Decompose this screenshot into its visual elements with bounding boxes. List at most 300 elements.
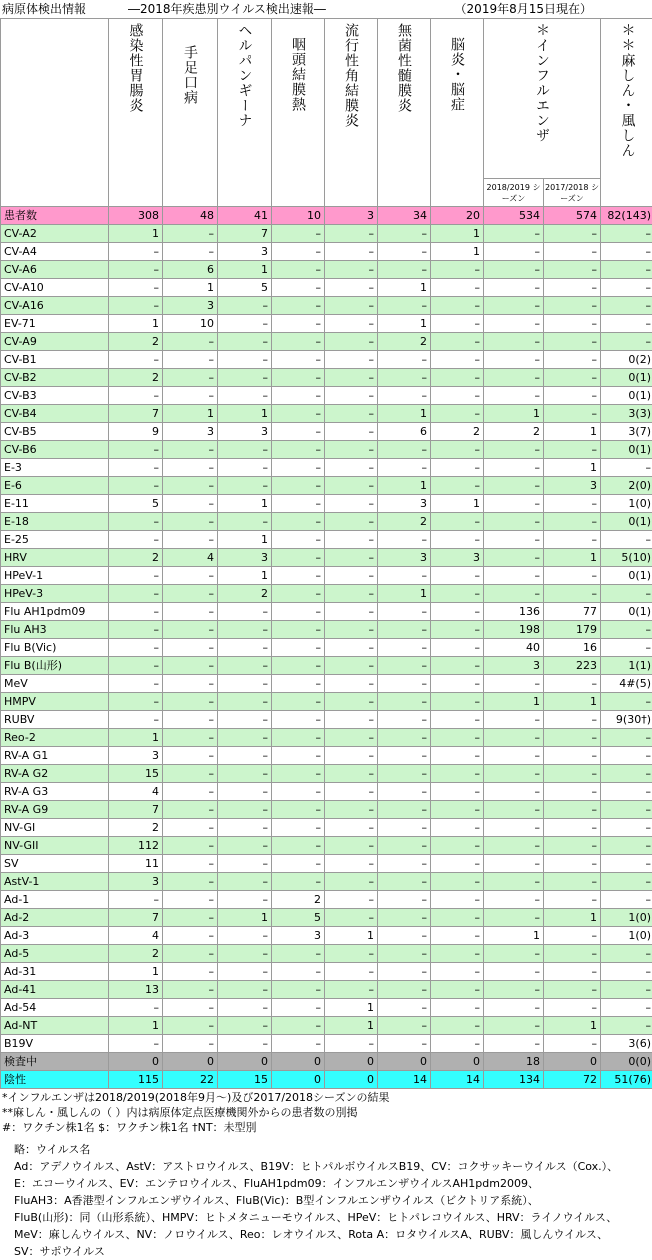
value-cell: 1: [378, 405, 431, 423]
value-cell: –: [378, 927, 431, 945]
row-label: 検査中: [1, 1053, 109, 1071]
table-row: [1, 459, 652, 477]
row-label: Flu AH1pdm09: [1, 603, 109, 621]
value-cell: –: [484, 765, 544, 783]
value-cell: 6: [378, 423, 431, 441]
value-cell: –: [601, 963, 652, 981]
value-cell: –: [378, 603, 431, 621]
value-cell: –: [272, 747, 325, 765]
value-cell: 3: [378, 549, 431, 567]
col-header-encephalitis: 脳炎・脳症: [431, 19, 484, 207]
table-row: [1, 801, 652, 819]
value-cell: –: [109, 999, 163, 1017]
value-cell: –: [484, 891, 544, 909]
value-cell: –: [163, 855, 218, 873]
value-cell: 4: [109, 927, 163, 945]
value-cell: –: [325, 675, 378, 693]
value-cell: –: [484, 855, 544, 873]
table-row: [1, 693, 652, 711]
value-cell: 1: [544, 693, 601, 711]
value-cell: –: [218, 801, 272, 819]
value-cell: 41: [218, 207, 272, 225]
value-cell: –: [378, 873, 431, 891]
value-cell: –: [544, 873, 601, 891]
value-cell: –: [484, 819, 544, 837]
value-cell: –: [163, 495, 218, 513]
value-cell: –: [544, 567, 601, 585]
value-cell: –: [431, 873, 484, 891]
row-label: RV-A G3: [1, 783, 109, 801]
value-cell: –: [272, 567, 325, 585]
value-cell: –: [431, 927, 484, 945]
value-cell: –: [601, 639, 652, 657]
value-cell: –: [544, 891, 601, 909]
col-header-season-2017-2018: 2017/2018 シーズン: [544, 179, 601, 207]
value-cell: –: [109, 387, 163, 405]
value-cell: –: [218, 513, 272, 531]
col-header-herpangina: ヘルパンギーナ: [218, 19, 272, 207]
value-cell: 7: [109, 405, 163, 423]
value-cell: –: [484, 1035, 544, 1053]
value-cell: –: [109, 1035, 163, 1053]
value-cell: 7: [109, 909, 163, 927]
table-row: [1, 765, 652, 783]
value-cell: 3: [378, 495, 431, 513]
value-cell: –: [378, 909, 431, 927]
value-cell: –: [325, 819, 378, 837]
value-cell: –: [484, 837, 544, 855]
value-cell: –: [378, 765, 431, 783]
value-cell: –: [272, 729, 325, 747]
value-cell: 0(2): [601, 351, 652, 369]
value-cell: –: [272, 873, 325, 891]
value-cell: –: [378, 837, 431, 855]
value-cell: –: [218, 1035, 272, 1053]
value-cell: 0: [109, 1053, 163, 1071]
row-label: E-11: [1, 495, 109, 513]
value-cell: –: [325, 855, 378, 873]
value-cell: –: [378, 369, 431, 387]
value-cell: 1: [325, 999, 378, 1017]
value-cell: 3: [218, 243, 272, 261]
value-cell: –: [431, 585, 484, 603]
value-cell: –: [163, 459, 218, 477]
value-cell: 5(10): [601, 549, 652, 567]
value-cell: –: [325, 531, 378, 549]
value-cell: –: [431, 1017, 484, 1035]
value-cell: –: [218, 837, 272, 855]
value-cell: –: [431, 1035, 484, 1053]
value-cell: –: [431, 639, 484, 657]
value-cell: –: [325, 801, 378, 819]
value-cell: 11: [109, 855, 163, 873]
value-cell: –: [272, 261, 325, 279]
value-cell: –: [163, 765, 218, 783]
value-cell: –: [601, 999, 652, 1017]
row-label: CV-A9: [1, 333, 109, 351]
value-cell: 10: [163, 315, 218, 333]
value-cell: –: [544, 927, 601, 945]
value-cell: –: [484, 495, 544, 513]
value-cell: –: [544, 1035, 601, 1053]
value-cell: –: [218, 927, 272, 945]
value-cell: –: [544, 225, 601, 243]
value-cell: –: [325, 261, 378, 279]
value-cell: –: [163, 963, 218, 981]
value-cell: –: [272, 981, 325, 999]
value-cell: –: [163, 333, 218, 351]
value-cell: –: [272, 423, 325, 441]
table-row: [1, 675, 652, 693]
table-row: [1, 981, 652, 999]
value-cell: –: [325, 495, 378, 513]
value-cell: 1: [544, 549, 601, 567]
value-cell: 1: [218, 531, 272, 549]
value-cell: –: [484, 873, 544, 891]
value-cell: –: [544, 585, 601, 603]
value-cell: –: [163, 369, 218, 387]
value-cell: –: [431, 441, 484, 459]
value-cell: –: [218, 675, 272, 693]
value-cell: 112: [109, 837, 163, 855]
value-cell: –: [544, 243, 601, 261]
value-cell: –: [431, 351, 484, 369]
value-cell: 1: [544, 909, 601, 927]
value-cell: –: [378, 945, 431, 963]
value-cell: 1: [544, 423, 601, 441]
value-cell: 1(0): [601, 909, 652, 927]
row-label: Ad-5: [1, 945, 109, 963]
value-cell: 1: [484, 405, 544, 423]
value-cell: 1: [484, 693, 544, 711]
value-cell: 3(6): [601, 1035, 652, 1053]
value-cell: –: [109, 585, 163, 603]
row-label: AstV-1: [1, 873, 109, 891]
value-cell: –: [544, 405, 601, 423]
value-cell: 1: [109, 315, 163, 333]
value-cell: –: [378, 243, 431, 261]
row-label: HPeV-3: [1, 585, 109, 603]
value-cell: 3: [431, 549, 484, 567]
row-label: RUBV: [1, 711, 109, 729]
value-cell: –: [431, 801, 484, 819]
table-row: [1, 531, 652, 549]
value-cell: 1: [163, 405, 218, 423]
table-row: [1, 261, 652, 279]
value-cell: –: [163, 513, 218, 531]
value-cell: –: [601, 585, 652, 603]
corner-cell: [1, 19, 109, 207]
table-row: [1, 585, 652, 603]
value-cell: 0: [218, 1053, 272, 1071]
value-cell: –: [272, 1035, 325, 1053]
value-cell: –: [272, 783, 325, 801]
value-cell: 179: [544, 621, 601, 639]
value-cell: –: [325, 657, 378, 675]
value-cell: –: [601, 747, 652, 765]
value-cell: –: [163, 801, 218, 819]
value-cell: 18: [484, 1053, 544, 1071]
value-cell: 0: [544, 1053, 601, 1071]
value-cell: –: [601, 459, 652, 477]
footnote-measles-rubella: **麻しん・風しんの（ ）内は病原体定点医療機関外からの患者数の別掲: [2, 1105, 652, 1120]
value-cell: –: [272, 585, 325, 603]
table-row: [1, 891, 652, 909]
value-cell: 16: [544, 639, 601, 657]
value-cell: –: [431, 531, 484, 549]
value-cell: 48: [163, 207, 218, 225]
value-cell: 40: [484, 639, 544, 657]
value-cell: –: [431, 981, 484, 999]
table-row: [1, 603, 652, 621]
value-cell: –: [163, 891, 218, 909]
value-cell: –: [218, 315, 272, 333]
row-label: HPeV-1: [1, 567, 109, 585]
value-cell: –: [163, 837, 218, 855]
value-cell: –: [218, 963, 272, 981]
value-cell: 0(1): [601, 387, 652, 405]
value-cell: –: [484, 333, 544, 351]
value-cell: –: [484, 567, 544, 585]
value-cell: 198: [484, 621, 544, 639]
value-cell: –: [601, 1017, 652, 1035]
value-cell: –: [218, 729, 272, 747]
value-cell: –: [431, 459, 484, 477]
value-cell: –: [484, 279, 544, 297]
value-cell: –: [601, 261, 652, 279]
value-cell: –: [431, 675, 484, 693]
value-cell: –: [218, 891, 272, 909]
value-cell: –: [163, 1017, 218, 1035]
value-cell: 0: [378, 1053, 431, 1071]
value-cell: –: [431, 999, 484, 1017]
value-cell: –: [109, 621, 163, 639]
table-row: [1, 639, 652, 657]
report-title: 病原体検出情報: [2, 0, 86, 18]
value-cell: –: [544, 261, 601, 279]
value-cell: –: [163, 729, 218, 747]
value-cell: –: [484, 387, 544, 405]
table-row: [1, 909, 652, 927]
value-cell: –: [109, 567, 163, 585]
value-cell: –: [484, 711, 544, 729]
value-cell: –: [218, 369, 272, 387]
table-row: [1, 855, 652, 873]
value-cell: –: [484, 963, 544, 981]
value-cell: –: [163, 387, 218, 405]
value-cell: 0: [272, 1053, 325, 1071]
abbreviation-heading: 略：ウイルス名: [14, 1141, 652, 1158]
value-cell: –: [484, 261, 544, 279]
row-label: SV: [1, 855, 109, 873]
value-cell: 3: [163, 297, 218, 315]
value-cell: –: [601, 783, 652, 801]
table-row: [1, 747, 652, 765]
value-cell: –: [109, 459, 163, 477]
row-label: Ad-3: [1, 927, 109, 945]
value-cell: 3: [163, 423, 218, 441]
value-cell: –: [484, 225, 544, 243]
value-cell: –: [218, 603, 272, 621]
value-cell: –: [431, 711, 484, 729]
value-cell: 2: [109, 369, 163, 387]
value-cell: –: [431, 261, 484, 279]
value-cell: –: [484, 909, 544, 927]
value-cell: –: [378, 711, 431, 729]
value-cell: –: [431, 279, 484, 297]
table-row: [1, 513, 652, 531]
value-cell: 1: [163, 279, 218, 297]
value-cell: –: [272, 405, 325, 423]
value-cell: –: [163, 621, 218, 639]
value-cell: –: [109, 441, 163, 459]
table-body: [1, 207, 652, 1089]
value-cell: 0(1): [601, 603, 652, 621]
value-cell: –: [109, 531, 163, 549]
value-cell: –: [431, 909, 484, 927]
value-cell: –: [272, 495, 325, 513]
table-row: [1, 495, 652, 513]
value-cell: –: [484, 999, 544, 1017]
value-cell: 2: [484, 423, 544, 441]
value-cell: –: [378, 855, 431, 873]
value-cell: –: [109, 891, 163, 909]
value-cell: –: [431, 297, 484, 315]
value-cell: 4: [109, 783, 163, 801]
row-label: NV-GI: [1, 819, 109, 837]
value-cell: –: [601, 981, 652, 999]
value-cell: –: [163, 927, 218, 945]
value-cell: –: [163, 819, 218, 837]
table-row: [1, 243, 652, 261]
value-cell: –: [431, 567, 484, 585]
value-cell: –: [484, 477, 544, 495]
row-label: Ad-54: [1, 999, 109, 1017]
table-row: [1, 549, 652, 567]
virus-detection-table: [0, 18, 652, 1089]
value-cell: –: [325, 783, 378, 801]
table-row: [1, 351, 652, 369]
report-header: [0, 0, 652, 18]
value-cell: –: [325, 621, 378, 639]
value-cell: –: [325, 477, 378, 495]
value-cell: –: [378, 387, 431, 405]
value-cell: –: [325, 333, 378, 351]
value-cell: –: [601, 333, 652, 351]
value-cell: 4: [163, 549, 218, 567]
value-cell: –: [544, 945, 601, 963]
value-cell: –: [218, 711, 272, 729]
value-cell: 82(143): [601, 207, 652, 225]
abbreviation-line: SV：サポウイルス: [14, 1243, 652, 1260]
value-cell: –: [218, 1017, 272, 1035]
value-cell: 1: [431, 243, 484, 261]
value-cell: –: [272, 837, 325, 855]
row-label: 患者数: [1, 207, 109, 225]
value-cell: –: [109, 243, 163, 261]
value-cell: –: [218, 297, 272, 315]
value-cell: 3: [272, 927, 325, 945]
value-cell: –: [378, 891, 431, 909]
value-cell: –: [218, 477, 272, 495]
value-cell: –: [163, 639, 218, 657]
value-cell: –: [431, 603, 484, 621]
table-row: [1, 657, 652, 675]
value-cell: –: [431, 729, 484, 747]
value-cell: –: [272, 819, 325, 837]
value-cell: 2: [378, 333, 431, 351]
value-cell: –: [378, 981, 431, 999]
value-cell: –: [601, 225, 652, 243]
value-cell: –: [484, 747, 544, 765]
table-row: [1, 873, 652, 891]
col-header-gastroenteritis: 感染性胃腸炎: [109, 19, 163, 207]
row-label: Ad-31: [1, 963, 109, 981]
value-cell: 1: [218, 567, 272, 585]
value-cell: –: [544, 819, 601, 837]
value-cell: –: [378, 747, 431, 765]
value-cell: 3: [484, 657, 544, 675]
value-cell: 1: [218, 909, 272, 927]
value-cell: 2: [378, 513, 431, 531]
value-cell: –: [325, 1035, 378, 1053]
value-cell: –: [544, 729, 601, 747]
value-cell: 14: [378, 1071, 431, 1089]
value-cell: –: [109, 297, 163, 315]
value-cell: –: [544, 351, 601, 369]
row-label: 陰性: [1, 1071, 109, 1089]
value-cell: –: [544, 675, 601, 693]
table-row: [1, 945, 652, 963]
value-cell: –: [484, 297, 544, 315]
value-cell: –: [109, 477, 163, 495]
value-cell: –: [431, 621, 484, 639]
value-cell: 9: [109, 423, 163, 441]
value-cell: –: [272, 657, 325, 675]
value-cell: –: [431, 387, 484, 405]
value-cell: –: [325, 711, 378, 729]
value-cell: –: [601, 297, 652, 315]
value-cell: –: [218, 819, 272, 837]
value-cell: –: [325, 909, 378, 927]
value-cell: –: [431, 891, 484, 909]
value-cell: –: [378, 531, 431, 549]
value-cell: –: [544, 441, 601, 459]
value-cell: 34: [378, 207, 431, 225]
col-header-ekc: 流行性角結膜炎: [325, 19, 378, 207]
value-cell: 3(3): [601, 405, 652, 423]
value-cell: –: [544, 747, 601, 765]
value-cell: 22: [163, 1071, 218, 1089]
value-cell: –: [325, 837, 378, 855]
value-cell: –: [163, 873, 218, 891]
value-cell: –: [378, 819, 431, 837]
column-header-row: [1, 19, 652, 179]
value-cell: –: [601, 837, 652, 855]
value-cell: –: [431, 315, 484, 333]
value-cell: –: [272, 639, 325, 657]
value-cell: –: [218, 855, 272, 873]
value-cell: 3: [544, 477, 601, 495]
value-cell: 0(0): [601, 1053, 652, 1071]
table-row: [1, 837, 652, 855]
value-cell: –: [272, 801, 325, 819]
value-cell: –: [484, 981, 544, 999]
value-cell: 20: [431, 207, 484, 225]
row-label: CV-A10: [1, 279, 109, 297]
value-cell: –: [163, 477, 218, 495]
value-cell: –: [272, 711, 325, 729]
